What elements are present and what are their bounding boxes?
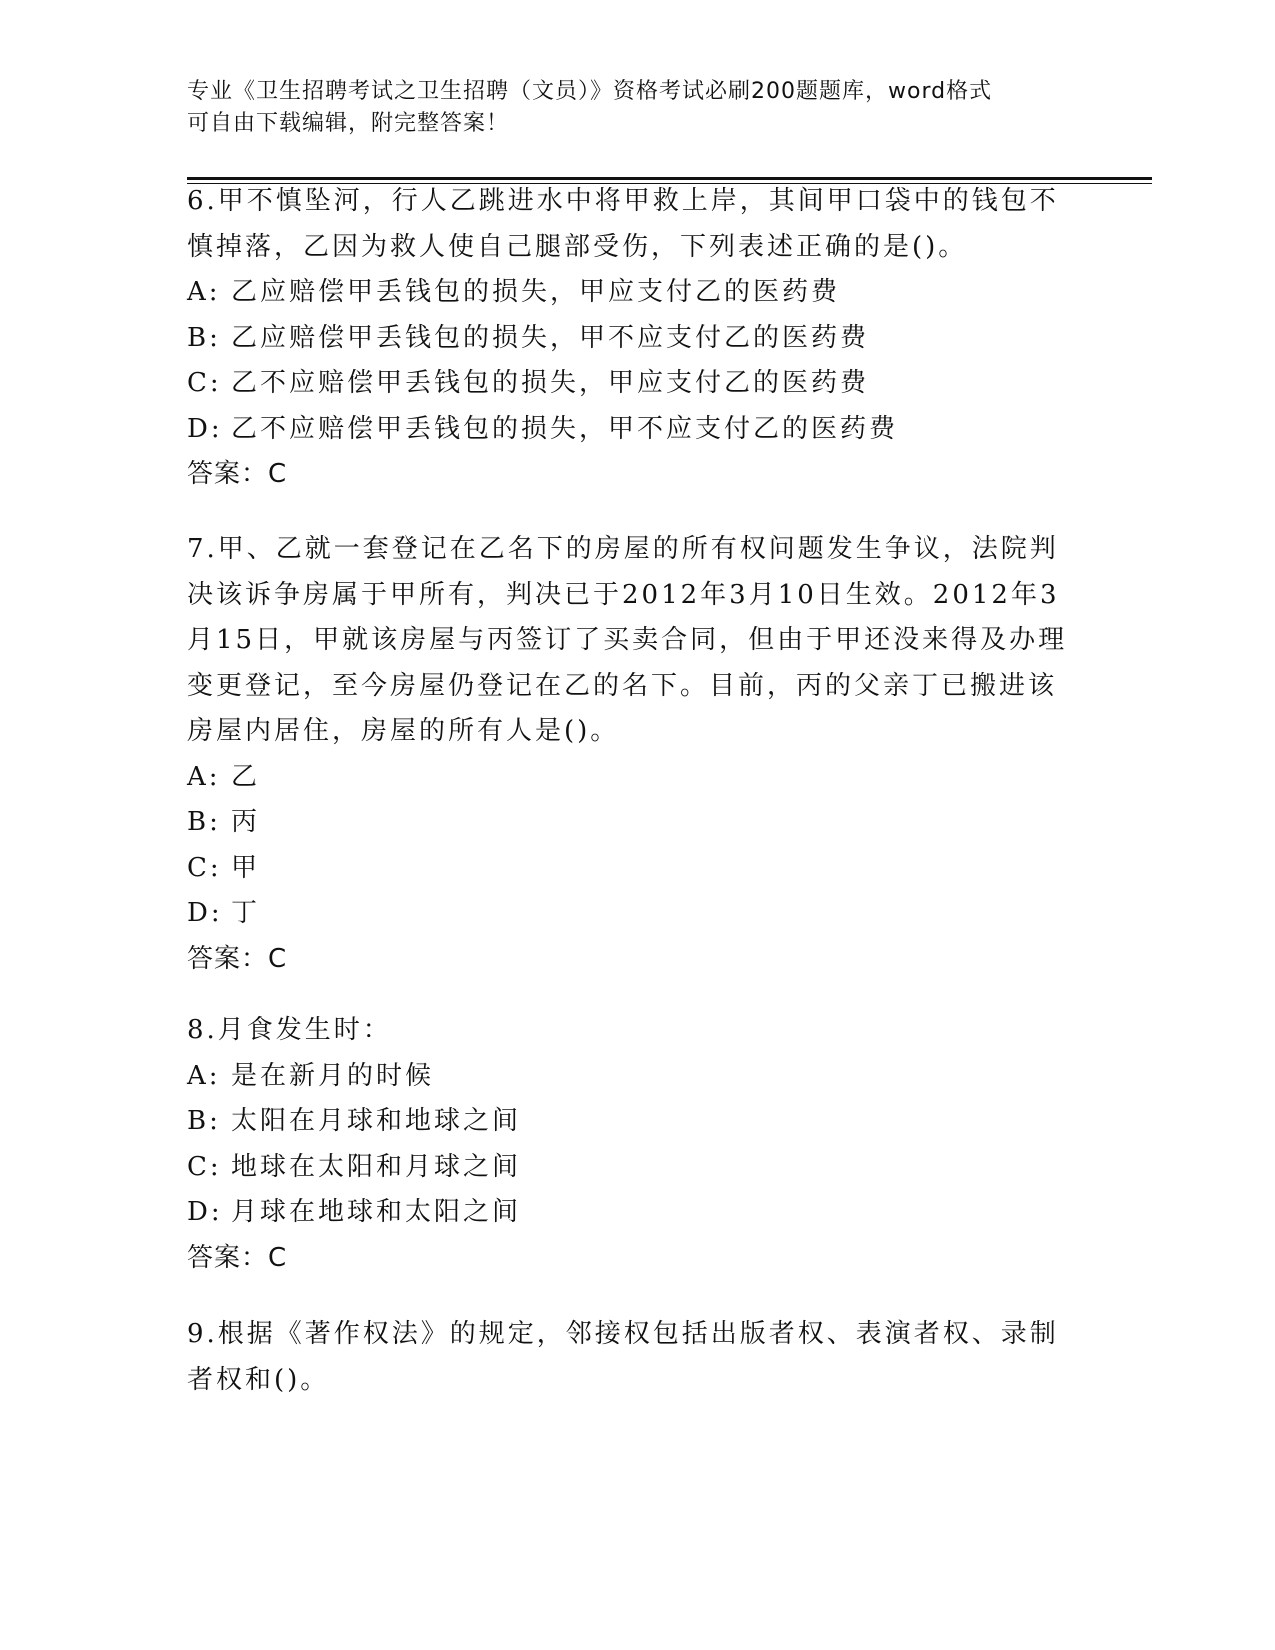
question-7-option-a	[187, 755, 1087, 801]
option-text: 乙应赔偿甲丢钱包的损失，甲不应支付乙的医药费	[231, 322, 870, 353]
question-9-stem-line-1: 9.根据《著作权法》的规定，邻接权包括出版者权、表演者权、录制	[187, 1319, 1059, 1349]
option-text: 是在新月的时候	[231, 1060, 435, 1091]
question-6-option-a	[187, 270, 1087, 316]
question-6-option-d	[187, 407, 1087, 453]
question-8-option-a	[187, 1054, 1087, 1100]
option-letter: A:	[187, 1060, 221, 1091]
question-7-stem-line-1: 7.甲、乙就一套登记在乙名下的房屋的所有权问题发生争议，法院判	[187, 534, 1059, 564]
question-8	[187, 1008, 1087, 1281]
option-letter: B:	[187, 1106, 221, 1136]
question-7-stem-line-3: 月15日，甲就该房屋与丙签订了买卖合同，但由于甲还没来得及办理	[187, 625, 1068, 655]
question-7-option-d	[187, 891, 1087, 937]
option-text: 月球在地球和太阳之间	[231, 1197, 522, 1227]
option-text: 乙不应赔偿甲丢钱包的损失，甲不应支付乙的医药费	[231, 413, 899, 444]
document-header	[187, 76, 1067, 140]
option-letter: C:	[187, 1151, 222, 1182]
question-6-answer: 答案：C	[187, 459, 288, 489]
question-7-stem-line-4: 变更登记，至今房屋仍登记在乙的名下。目前，丙的父亲丁已搬进该	[187, 670, 1058, 701]
option-letter: C:	[187, 368, 222, 398]
header-title-line-2: 可自由下载编辑，附完整答案！	[187, 111, 510, 136]
question-8-stem-line-1: 8.月食发生时：	[187, 1015, 392, 1045]
option-letter: D:	[187, 1197, 223, 1227]
option-text: 甲	[231, 852, 261, 883]
question-8-option-d	[187, 1190, 1087, 1236]
question-7-option-c	[187, 846, 1087, 892]
header-title-line-1: 专业《卫生招聘考试之卫生招聘（文员）》资格考试必刷200题题库，word格式	[187, 79, 993, 104]
option-letter: C:	[187, 852, 222, 883]
option-text: 丙	[231, 807, 261, 837]
question-8-answer: 答案：C	[187, 1242, 288, 1273]
option-letter: A:	[187, 277, 221, 307]
question-6-option-b	[187, 316, 1087, 362]
option-text: 丁	[231, 898, 261, 928]
question-7-answer: 答案：C	[187, 943, 288, 974]
option-letter: B:	[187, 807, 221, 837]
option-letter: D:	[187, 898, 223, 928]
question-7-stem-line-2: 决该诉争房属于甲所有，判决已于2012年3月10日生效。2012年3	[187, 579, 1060, 610]
question-6	[187, 179, 1087, 498]
question-9	[187, 1312, 1087, 1403]
question-8-option-b	[187, 1099, 1087, 1145]
option-letter: B:	[187, 322, 221, 353]
question-9-stem-line-2: 者权和()。	[187, 1364, 330, 1395]
option-text: 乙不应赔偿甲丢钱包的损失，甲应支付乙的医药费	[231, 368, 870, 398]
question-7	[187, 527, 1087, 982]
option-text: 乙	[231, 761, 261, 792]
question-7-stem-line-5: 房屋内居住，房屋的所有人是()。	[187, 716, 620, 746]
option-letter: A:	[187, 761, 221, 792]
question-6-stem-line-2: 慎掉落，乙因为救人使自己腿部受伤，下列表述正确的是()。	[187, 231, 968, 262]
question-6-option-c	[187, 361, 1087, 407]
question-7-option-b	[187, 800, 1087, 846]
option-letter: D:	[187, 413, 223, 444]
question-8-option-c	[187, 1145, 1087, 1191]
question-6-stem-line-1: 6.甲不慎坠河，行人乙跳进水中将甲救上岸，其间甲口袋中的钱包不	[187, 186, 1059, 216]
option-text: 太阳在月球和地球之间	[231, 1106, 522, 1136]
option-text: 地球在太阳和月球之间	[231, 1151, 522, 1182]
option-text: 乙应赔偿甲丢钱包的损失，甲应支付乙的医药费	[231, 277, 841, 307]
